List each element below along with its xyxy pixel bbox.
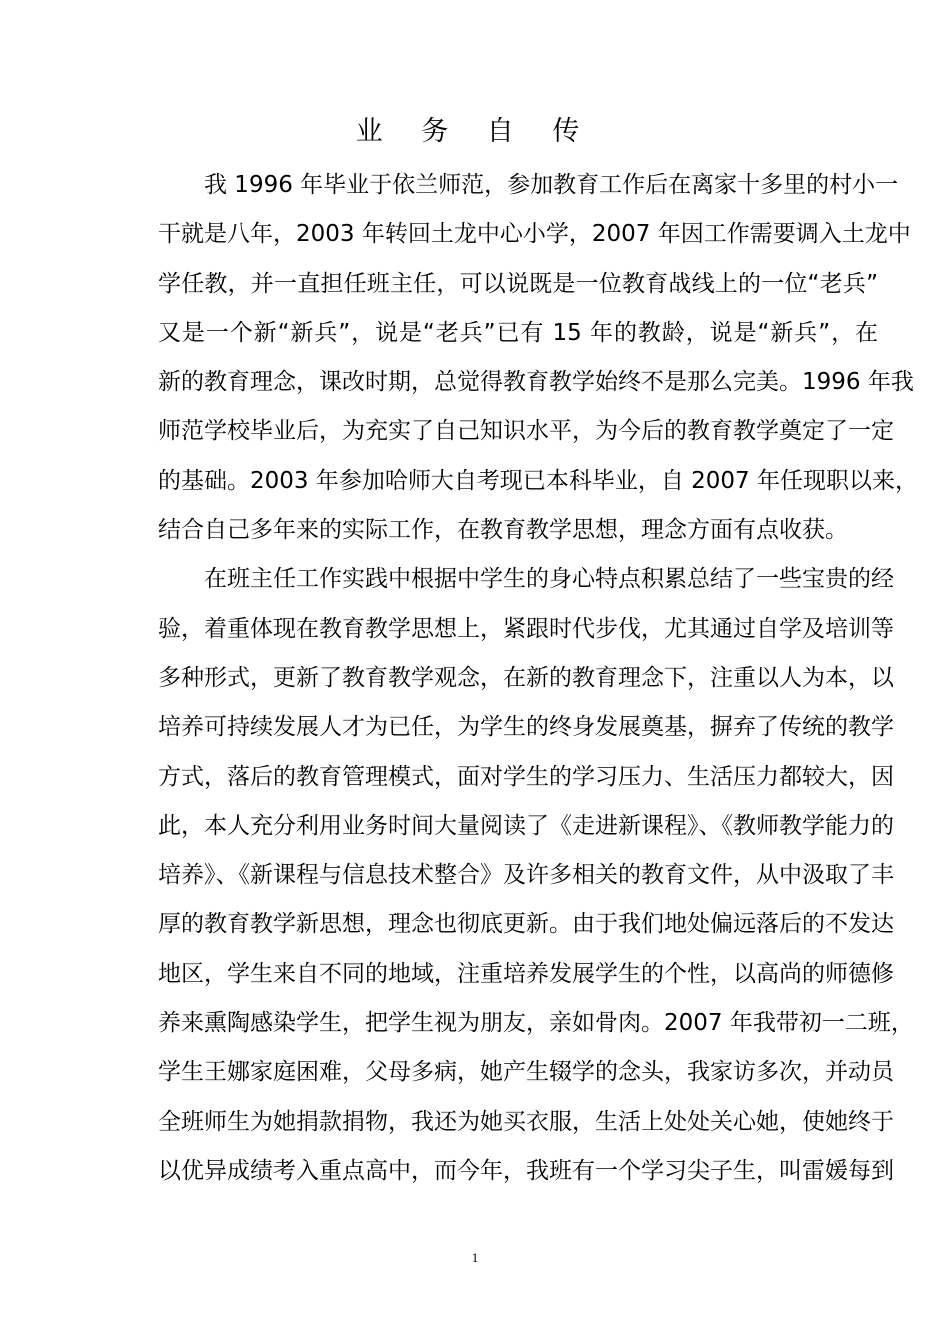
text-line: 新的教育理念，课改时期，总觉得教育教学始终不是那么完美。1996 年我 <box>158 369 914 396</box>
text-line: 全班师生为她捐款捐物，我还为她买衣服，生活上处处关心她，使她终于 <box>158 1108 894 1135</box>
page-number: 1 <box>471 1250 479 1265</box>
text-line: 验，着重体现在教育教学思想上，紧跟时代步伐，尤其通过自学及培训等 <box>158 615 894 642</box>
text-line: 养来熏陶感染学生，把学生视为朋友，亲如骨肉。2007 年我带初一二班， <box>158 1010 914 1037</box>
text-line: 厚的教育教学新思想，理念也彻底更新。由于我们地处偏远落后的不发达 <box>158 911 894 938</box>
text-line: 我 1996 年毕业于依兰师范，参加教育工作后在离家十多里的村小一 <box>204 172 899 198</box>
text-line: 在班主任工作实践中根据中学生的身心特点积累总结了一些宝贵的经 <box>204 566 894 593</box>
text-line: 师范学校毕业后，为充实了自己知识水平，为今后的教育教学奠定了一定 <box>158 418 894 445</box>
text-line: 学生王娜家庭困难，父母多病，她产生辍学的念头，我家访多次，并动员 <box>158 1059 894 1086</box>
text-line: 的基础。2003 年参加哈师大自考现已本科毕业，自 2007 年任现职以来， <box>158 467 918 494</box>
text-line: 学任教，并一直担任班主任，可以说既是一位教育战线上的一位“老兵” <box>158 270 878 297</box>
text-line: 以优异成绩考入重点高中，而今年，我班有一个学习尖子生，叫雷媛每到 <box>158 1157 894 1184</box>
text-line: 地区，学生来自不同的地域，注重培养发展学生的个性，以高尚的师德修 <box>158 960 894 987</box>
text-line: 此，本人充分利用业务时间大量阅读了《走进新课程》、《教师教学能力的 <box>158 812 894 839</box>
text-line: 多种形式，更新了教育教学观念，在新的教育理念下，注重以人为本，以 <box>158 664 894 691</box>
document-body <box>158 161 918 1196</box>
text-line: 又是一个新“新兵”，说是“老兵”已有 15 年的教龄，说是“新兵”，在 <box>158 319 878 346</box>
text-line: 培养可持续发展人才为已任，为学生的终身发展奠基，摒弃了传统的教学 <box>158 714 894 741</box>
text-line: 干就是八年，2003 年转回土龙中心小学，2007 年因工作需要调入土龙中 <box>158 221 911 248</box>
document-title: 业 务 自 传 <box>355 116 595 147</box>
text-line: 培养》、《新课程与信息技术整合》及许多相关的教育文件，从中汲取了丰 <box>158 862 894 889</box>
text-line: 结合自己多年来的实际工作，在教育教学思想，理念方面有点收获。 <box>158 517 848 544</box>
text-line: 方式，落后的教育管理模式，面对学生的学习压力、生活压力都较大，因 <box>158 763 894 790</box>
